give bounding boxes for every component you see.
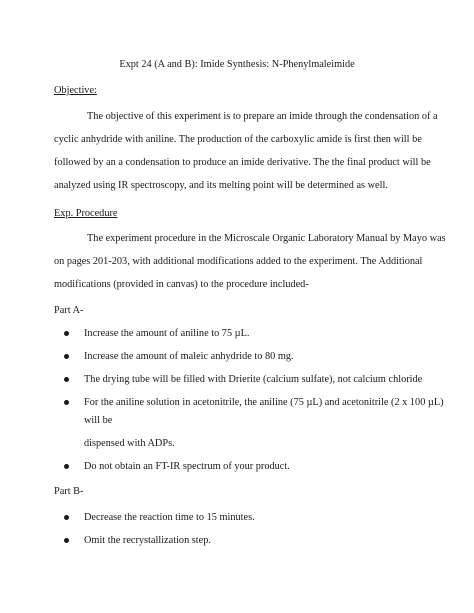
objective-line-1: The objective of this experiment is to prepare an imide through the condensation of a — [87, 111, 438, 122]
part-b-item-1: Decrease the reaction time to 15 minutes. — [84, 512, 255, 523]
objective-line-3: followed by an a condensation to produce an imide derivative. The the final product will be — [54, 157, 431, 168]
part-a-item-5: Do not obtain an FT-IR spectrum of your product. — [84, 461, 290, 472]
objective-line-2: cyclic anhydride with aniline. The production of the carboxylic amide is first then will be — [54, 134, 422, 145]
objective-heading: Objective: — [54, 85, 97, 96]
part-a-item-4: For the aniline solution in acetonitrile, the aniline (75 µL) and acetonitrile (2 x 100 µL) — [84, 397, 444, 408]
bullet-icon — [64, 377, 69, 382]
part-a-item-2: Increase the amount of maleic anhydride to 80 mg. — [84, 351, 294, 362]
part-a-item-1: Increase the amount of aniline to 75 µL. — [84, 328, 250, 339]
bullet-icon — [64, 400, 69, 405]
procedure-line-3: modifications (provided in canvas) to the procedure included- — [54, 279, 309, 290]
procedure-heading: Exp. Procedure — [54, 208, 118, 219]
part-a-item-4-cont-2: dispensed with ADPs. — [84, 438, 175, 449]
document-title: Expt 24 (A and B): Imide Synthesis: N-Phenylmaleimide — [119, 59, 355, 70]
procedure-line-2: on pages 201-203, with additional modifications added to the experiment. The Additional — [54, 256, 423, 267]
part-b-item-2: Omit the recrystallization step. — [84, 535, 211, 546]
bullet-icon — [64, 331, 69, 336]
bullet-icon — [64, 464, 69, 469]
part-b-label: Part B- — [54, 486, 84, 497]
part-a-item-3: The drying tube will be filled with Drierite (calcium sulfate), not calcium chloride — [84, 374, 423, 385]
procedure-line-1: The experiment procedure in the Microscale Organic Laboratory Manual by Mayo was — [87, 233, 446, 244]
part-a-label: Part A- — [54, 305, 84, 316]
part-a-item-4-cont-1: will be — [84, 415, 113, 426]
objective-line-4: analyzed using IR spectroscopy, and its melting point will be determined as well. — [54, 180, 388, 191]
bullet-icon — [64, 538, 69, 543]
bullet-icon — [64, 354, 69, 359]
bullet-icon — [64, 515, 69, 520]
